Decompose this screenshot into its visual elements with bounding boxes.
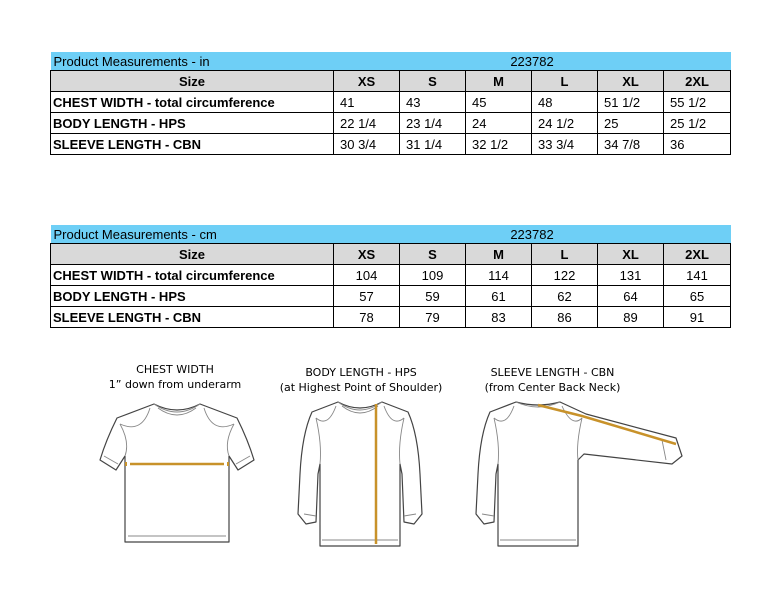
table-title-bar (51, 225, 731, 244)
row-label: CHEST WIDTH - total circumference (51, 265, 334, 286)
cell-value: 91 (664, 307, 731, 328)
cell-value: 33 3/4 (532, 134, 598, 155)
diagram-title: CHEST WIDTH (136, 363, 214, 376)
cell-value: 41 (334, 92, 400, 113)
cell-value: 61 (466, 286, 532, 307)
cell-value: 109 (400, 265, 466, 286)
size-s: S (400, 71, 466, 92)
table-title: Product Measurements - in (51, 52, 334, 71)
cell-value: 57 (334, 286, 400, 307)
cell-value: 104 (334, 265, 400, 286)
cell-value: 43 (400, 92, 466, 113)
longsleeve-front-icon (280, 394, 440, 554)
cell-value: 24 1/2 (532, 113, 598, 134)
size-m: M (466, 244, 532, 265)
cell-value: 131 (598, 265, 664, 286)
cell-value: 23 1/4 (400, 113, 466, 134)
diagram-subtitle: 1” down from underarm (108, 378, 242, 391)
table-row (51, 113, 731, 134)
table-title: Product Measurements - cm (51, 225, 334, 244)
size-xs: XS (334, 244, 400, 265)
cell-value: 64 (598, 286, 664, 307)
row-label: BODY LENGTH - HPS (51, 286, 334, 307)
size-2xl: 2XL (664, 71, 731, 92)
tshirt-icon (92, 394, 262, 554)
row-label: CHEST WIDTH - total circumference (51, 92, 334, 113)
size-header-row (51, 244, 731, 265)
size-header-row (51, 71, 731, 92)
cell-value: 122 (532, 265, 598, 286)
cell-value: 25 (598, 113, 664, 134)
table-row (51, 134, 731, 155)
size-m: M (466, 71, 532, 92)
cell-value: 51 1/2 (598, 92, 664, 113)
cell-value: 25 1/2 (664, 113, 731, 134)
cell-value: 36 (664, 134, 731, 155)
cell-value: 89 (598, 307, 664, 328)
diagram-title: BODY LENGTH - HPS (305, 366, 417, 379)
measurements-table-inches (50, 52, 731, 155)
sleeve-length-caption (470, 365, 635, 395)
cell-value: 62 (532, 286, 598, 307)
cell-value: 22 1/4 (334, 113, 400, 134)
cell-value: 45 (466, 92, 532, 113)
table-row (51, 307, 731, 328)
cell-value: 31 1/4 (400, 134, 466, 155)
size-xl: XL (598, 71, 664, 92)
row-label: SLEEVE LENGTH - CBN (51, 307, 334, 328)
size-l: L (532, 71, 598, 92)
size-l: L (532, 244, 598, 265)
size-header: Size (51, 244, 334, 265)
table-title-bar (51, 52, 731, 71)
cell-value: 86 (532, 307, 598, 328)
table-row (51, 265, 731, 286)
table-row (51, 286, 731, 307)
size-xs: XS (334, 71, 400, 92)
cell-value: 114 (466, 265, 532, 286)
body-length-caption (272, 365, 450, 395)
diagram-title: SLEEVE LENGTH - CBN (490, 366, 615, 379)
cell-value: 79 (400, 307, 466, 328)
measurements-table-cm (50, 225, 731, 328)
cell-value: 55 1/2 (664, 92, 731, 113)
diagram-subtitle: (from Center Back Neck) (484, 381, 621, 394)
size-xl: XL (598, 244, 664, 265)
cell-value: 78 (334, 307, 400, 328)
longsleeve-back-icon (462, 394, 692, 554)
row-label: BODY LENGTH - HPS (51, 113, 334, 134)
cell-value: 30 3/4 (334, 134, 400, 155)
style-number: 223782 (334, 225, 731, 244)
table-row (51, 92, 731, 113)
diagram-subtitle: (at Highest Point of Shoulder) (279, 381, 443, 394)
size-s: S (400, 244, 466, 265)
cell-value: 48 (532, 92, 598, 113)
size-header: Size (51, 71, 334, 92)
cell-value: 32 1/2 (466, 134, 532, 155)
cell-value: 83 (466, 307, 532, 328)
style-number: 223782 (334, 52, 731, 71)
chest-width-caption (95, 362, 255, 392)
size-2xl: 2XL (664, 244, 731, 265)
cell-value: 24 (466, 113, 532, 134)
cell-value: 65 (664, 286, 731, 307)
cell-value: 141 (664, 265, 731, 286)
cell-value: 34 7/8 (598, 134, 664, 155)
row-label: SLEEVE LENGTH - CBN (51, 134, 334, 155)
cell-value: 59 (400, 286, 466, 307)
